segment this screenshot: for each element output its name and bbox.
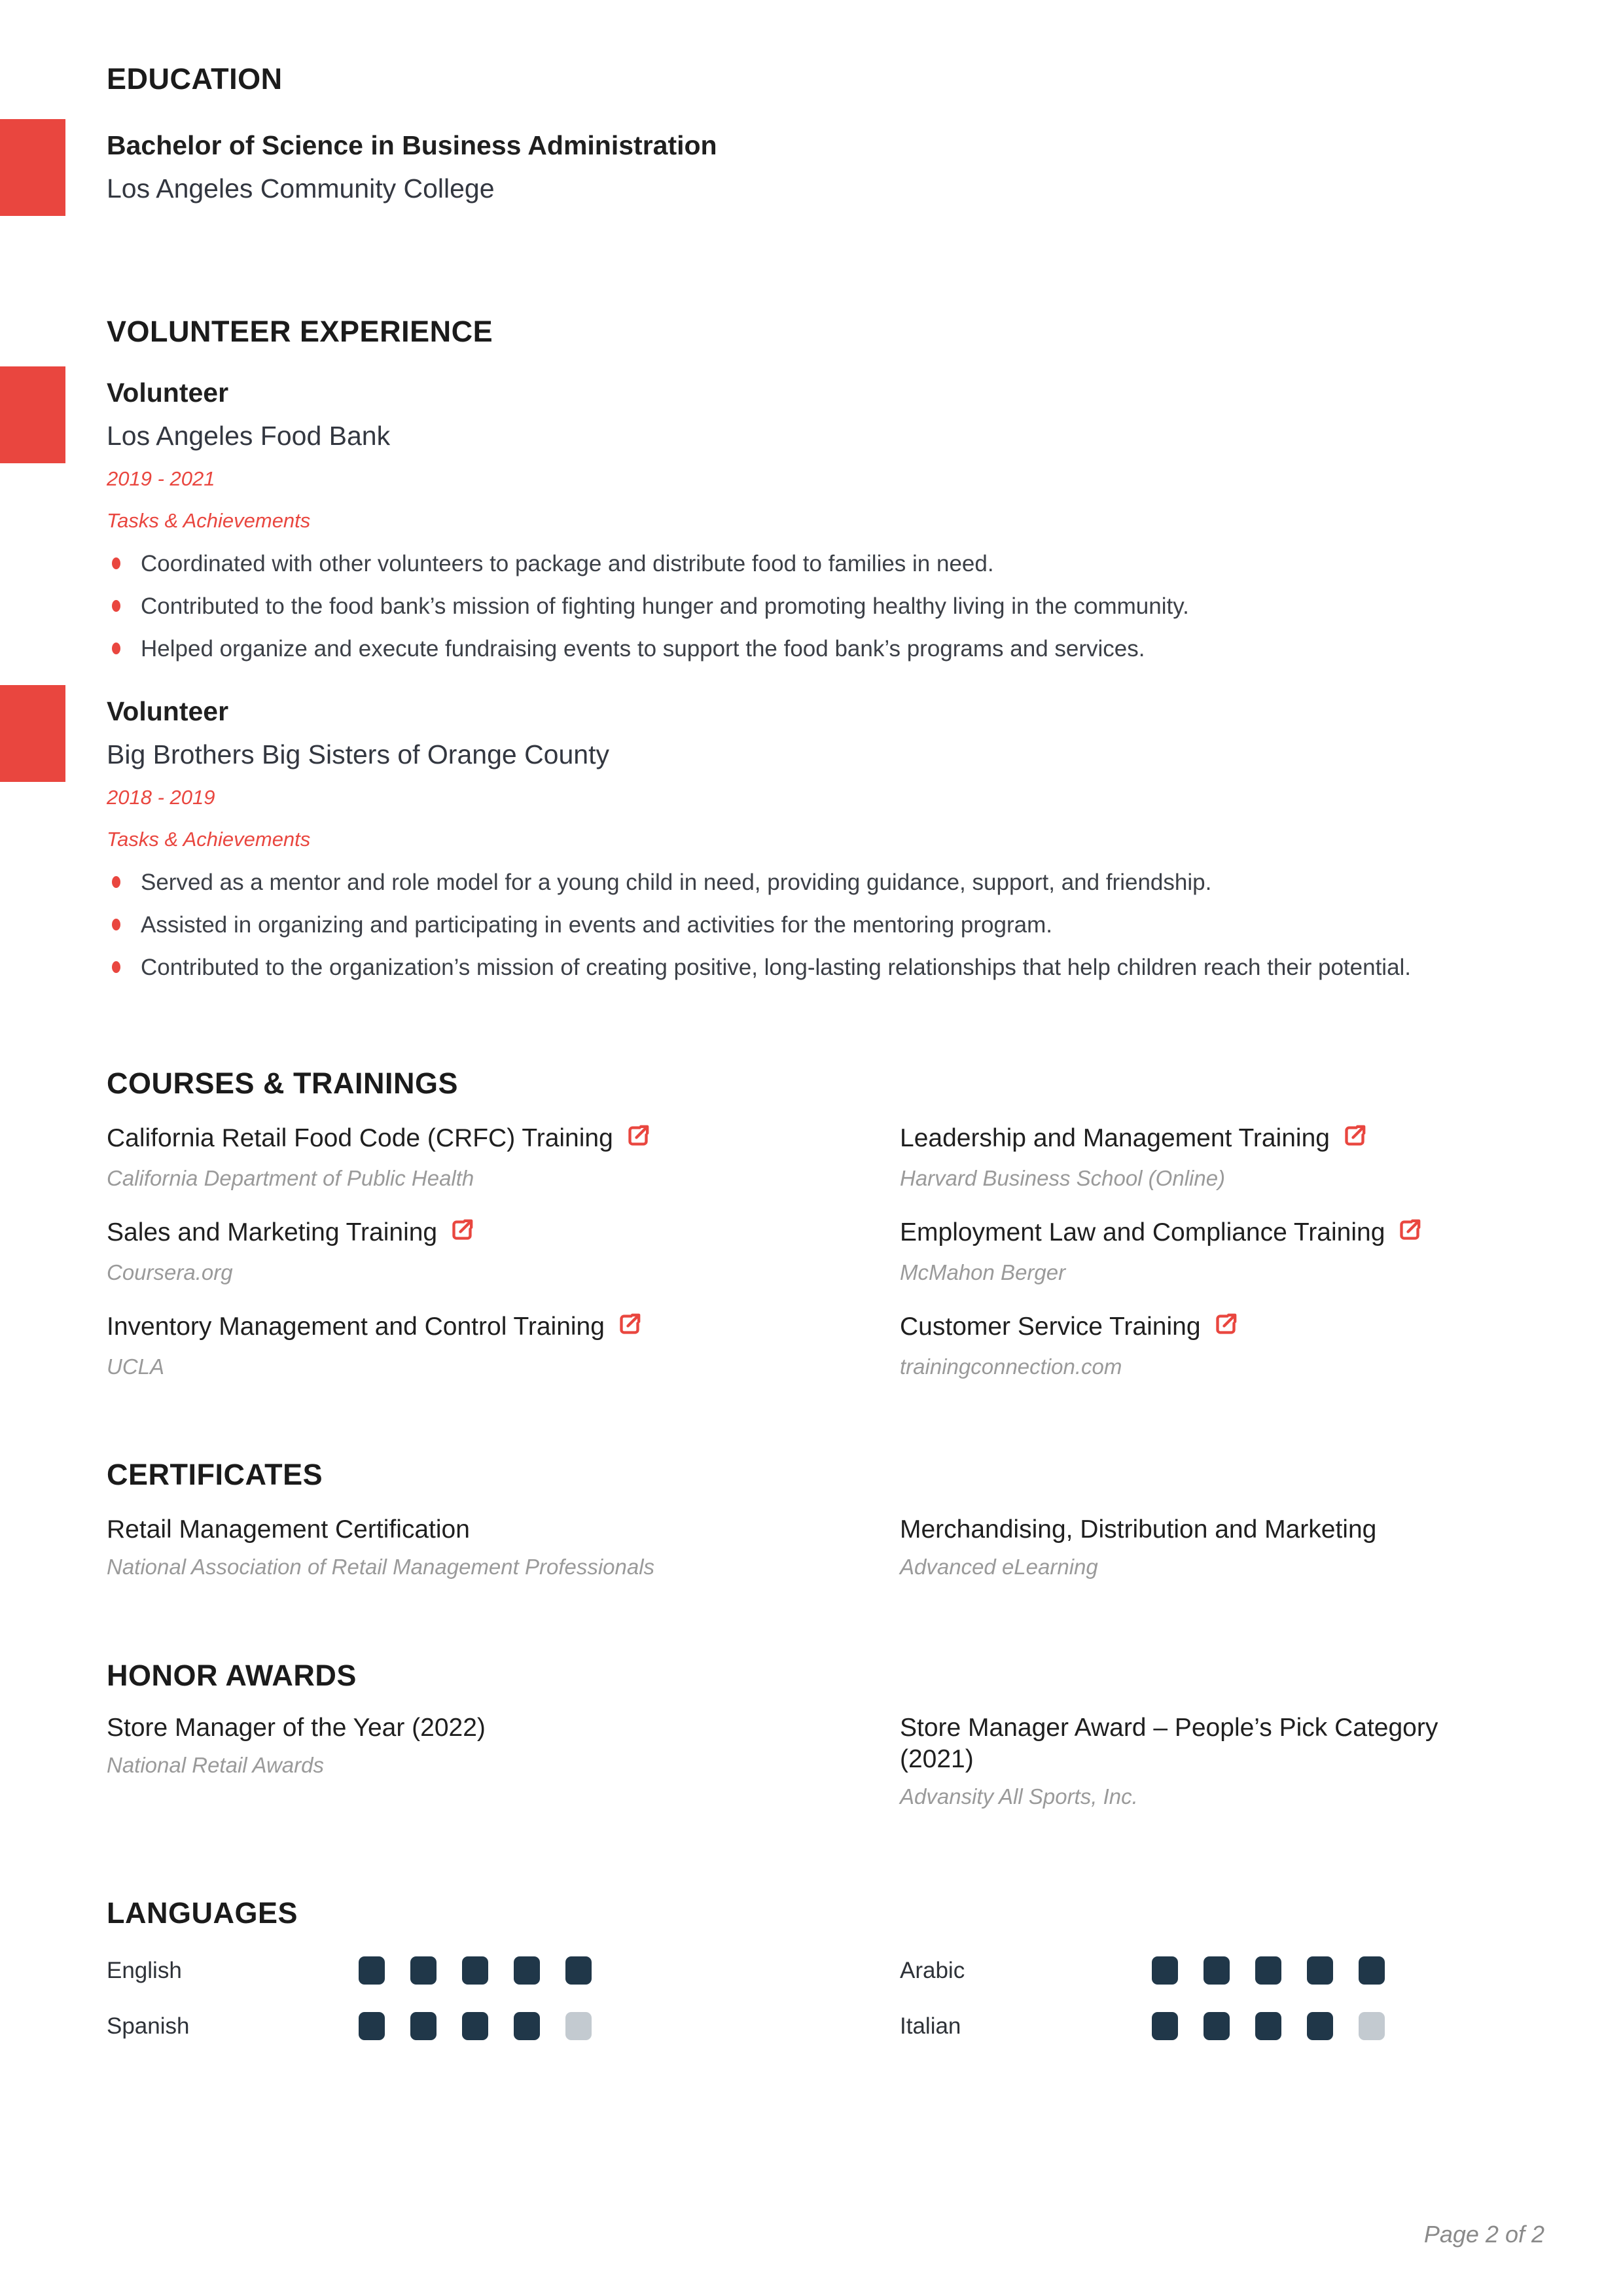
job-title: Volunteer: [107, 378, 229, 408]
languages-section: [107, 1896, 1544, 2040]
organization-name: Big Brothers Big Sisters of Orange County: [107, 739, 609, 769]
course-provider: California Department of Public Health: [107, 1166, 474, 1190]
level-square-filled: [1359, 1956, 1385, 1985]
certificate-title: Merchandising, Distribution and Marketing: [900, 1515, 1377, 1544]
level-square-filled: [1255, 1956, 1281, 1985]
certificate-item: [107, 1514, 900, 1580]
languages-grid: [107, 1956, 1544, 2040]
task-bullet: [107, 866, 1544, 899]
level-square-filled: [410, 2012, 437, 2040]
education-entry: [107, 129, 1544, 205]
honor-awards-section: [107, 1659, 1544, 1810]
bullet-text: Contributed to the organization’s mission of creating positive, long-lasting relationships that help children reach their potential.: [141, 955, 1412, 980]
bullet-text: Served as a mentor and role model for a young child in need, providing guidance, support, and friendship.: [141, 870, 1212, 895]
accent-bar: [0, 366, 65, 463]
certificates-section: [107, 1458, 1544, 1580]
award-item: [107, 1712, 900, 1810]
bullet-dot: [112, 876, 120, 888]
volunteer-entry-header: [107, 695, 1544, 771]
bullet-text: Helped organize and execute fundraising events to support the food bank’s programs and services.: [141, 636, 1145, 662]
bullet-text: Coordinated with other volunteers to package and distribute food to families in need.: [141, 551, 994, 576]
level-square-filled: [462, 1956, 488, 1985]
level-square-filled: [410, 1956, 437, 1985]
tasks-label: Tasks & Achievements: [107, 828, 311, 851]
external-link-icon[interactable]: [1340, 1123, 1369, 1157]
level-square-filled: [359, 2012, 385, 2040]
task-bullet: [107, 909, 1544, 942]
tasks-label: Tasks & Achievements: [107, 509, 311, 532]
language-row: [900, 2012, 1544, 2040]
external-link-icon[interactable]: [1211, 1311, 1240, 1345]
section-heading: CERTIFICATES: [107, 1458, 323, 1491]
level-square-empty: [565, 2012, 592, 2040]
language-name: Arabic: [900, 1958, 965, 1983]
level-square-filled: [565, 1956, 592, 1985]
volunteer-entry: [107, 695, 1544, 984]
bullet-dot: [112, 600, 120, 612]
award-item: [900, 1712, 1544, 1810]
accent-bar: [0, 119, 65, 216]
section-heading: EDUCATION: [107, 62, 283, 96]
language-level-indicator: [1152, 2012, 1385, 2040]
date-range: 2019 - 2021: [107, 467, 215, 490]
task-bullet: [107, 633, 1544, 665]
degree-title: Bachelor of Science in Business Administration: [107, 130, 717, 160]
section-heading: COURSES & TRAININGS: [107, 1067, 459, 1100]
certificate-issuer: Advanced eLearning: [900, 1555, 1098, 1579]
course-title-text: Employment Law and Compliance Training: [900, 1218, 1385, 1246]
course-provider: Harvard Business School (Online): [900, 1166, 1226, 1190]
external-link-icon[interactable]: [1395, 1217, 1424, 1251]
course-title: [900, 1311, 1505, 1345]
accent-bar: [0, 685, 65, 782]
award-issuer: National Retail Awards: [107, 1753, 324, 1777]
language-level-indicator: [1152, 1956, 1385, 1985]
level-square-filled: [1307, 2012, 1333, 2040]
level-square-filled: [1152, 1956, 1178, 1985]
course-item: [900, 1217, 1544, 1286]
award-title: Store Manager of the Year (2022): [107, 1714, 486, 1742]
course-item: [900, 1123, 1544, 1192]
job-title: Volunteer: [107, 696, 229, 726]
language-level-indicator: [359, 1956, 592, 1985]
bullet-text: Contributed to the food bank’s mission of fighting hunger and promoting healthy living in the community.: [141, 593, 1189, 619]
level-square-empty: [1359, 2012, 1385, 2040]
certificate-issuer: National Association of Retail Management Professionals: [107, 1555, 655, 1579]
level-square-filled: [1255, 2012, 1281, 2040]
task-bullet: [107, 590, 1544, 623]
language-row: [900, 1956, 1544, 1985]
certificate-title: Retail Management Certification: [107, 1515, 470, 1544]
level-square-filled: [1307, 1956, 1333, 1985]
external-link-icon[interactable]: [624, 1123, 652, 1157]
award-title: Store Manager Award – People’s Pick Category (2021): [900, 1714, 1438, 1773]
bullet-dot: [112, 557, 120, 569]
language-row: [107, 1956, 900, 1985]
course-provider: Coursera.org: [107, 1260, 233, 1284]
course-title-text: Inventory Management and Control Training: [107, 1313, 605, 1341]
language-name: Spanish: [107, 2013, 190, 2039]
course-title-text: California Retail Food Code (CRFC) Training: [107, 1124, 613, 1152]
level-square-filled: [1152, 2012, 1178, 2040]
level-square-filled: [359, 1956, 385, 1985]
date-range: 2018 - 2019: [107, 786, 215, 809]
course-title: [900, 1123, 1505, 1157]
language-name: Italian: [900, 2013, 961, 2039]
level-square-filled: [514, 2012, 540, 2040]
page-number: Page 2 of 2: [1423, 2221, 1544, 2248]
bullet-dot: [112, 919, 120, 930]
bullet-dot: [112, 643, 120, 654]
course-title-text: Customer Service Training: [900, 1313, 1201, 1341]
certificates-grid: [107, 1514, 1544, 1580]
language-level-indicator: [359, 2012, 592, 2040]
course-title: [900, 1217, 1505, 1251]
level-square-filled: [1204, 2012, 1230, 2040]
education-section: [107, 62, 1544, 205]
awards-grid: [107, 1712, 1544, 1810]
organization-name: Los Angeles Food Bank: [107, 421, 391, 451]
level-square-filled: [462, 2012, 488, 2040]
volunteer-entry-header: [107, 376, 1544, 452]
task-list: [107, 548, 1544, 665]
language-row: [107, 2012, 900, 2040]
courses-grid: [107, 1123, 1544, 1405]
course-provider: UCLA: [107, 1354, 165, 1379]
external-link-icon[interactable]: [615, 1311, 644, 1345]
bullet-text: Assisted in organizing and participating in events and activities for the mentoring program.: [141, 912, 1052, 938]
course-title-text: Leadership and Management Training: [900, 1124, 1330, 1152]
language-name: English: [107, 1958, 182, 1983]
section-heading: HONOR AWARDS: [107, 1659, 357, 1692]
section-heading: LANGUAGES: [107, 1896, 298, 1930]
level-square-filled: [514, 1956, 540, 1985]
course-item: [107, 1311, 900, 1380]
course-title: [107, 1217, 861, 1251]
school-name: Los Angeles Community College: [107, 173, 495, 203]
course-title-text: Sales and Marketing Training: [107, 1218, 438, 1246]
course-item: [107, 1123, 900, 1192]
level-square-filled: [1204, 1956, 1230, 1985]
volunteer-entry: [107, 376, 1544, 665]
course-title: [107, 1123, 861, 1157]
course-title: [107, 1311, 861, 1345]
task-bullet: [107, 951, 1544, 984]
award-issuer: Advansity All Sports, Inc.: [900, 1784, 1138, 1809]
certificate-item: [900, 1514, 1544, 1580]
course-item: [900, 1311, 1544, 1380]
course-provider: trainingconnection.com: [900, 1354, 1122, 1379]
task-list: [107, 866, 1544, 984]
volunteer-experience-section: [107, 315, 1544, 984]
course-provider: McMahon Berger: [900, 1260, 1066, 1284]
courses-section: [107, 1067, 1544, 1405]
external-link-icon[interactable]: [448, 1217, 476, 1251]
task-bullet: [107, 548, 1544, 580]
section-heading: VOLUNTEER EXPERIENCE: [107, 315, 493, 348]
course-item: [107, 1217, 900, 1286]
bullet-dot: [112, 961, 120, 973]
